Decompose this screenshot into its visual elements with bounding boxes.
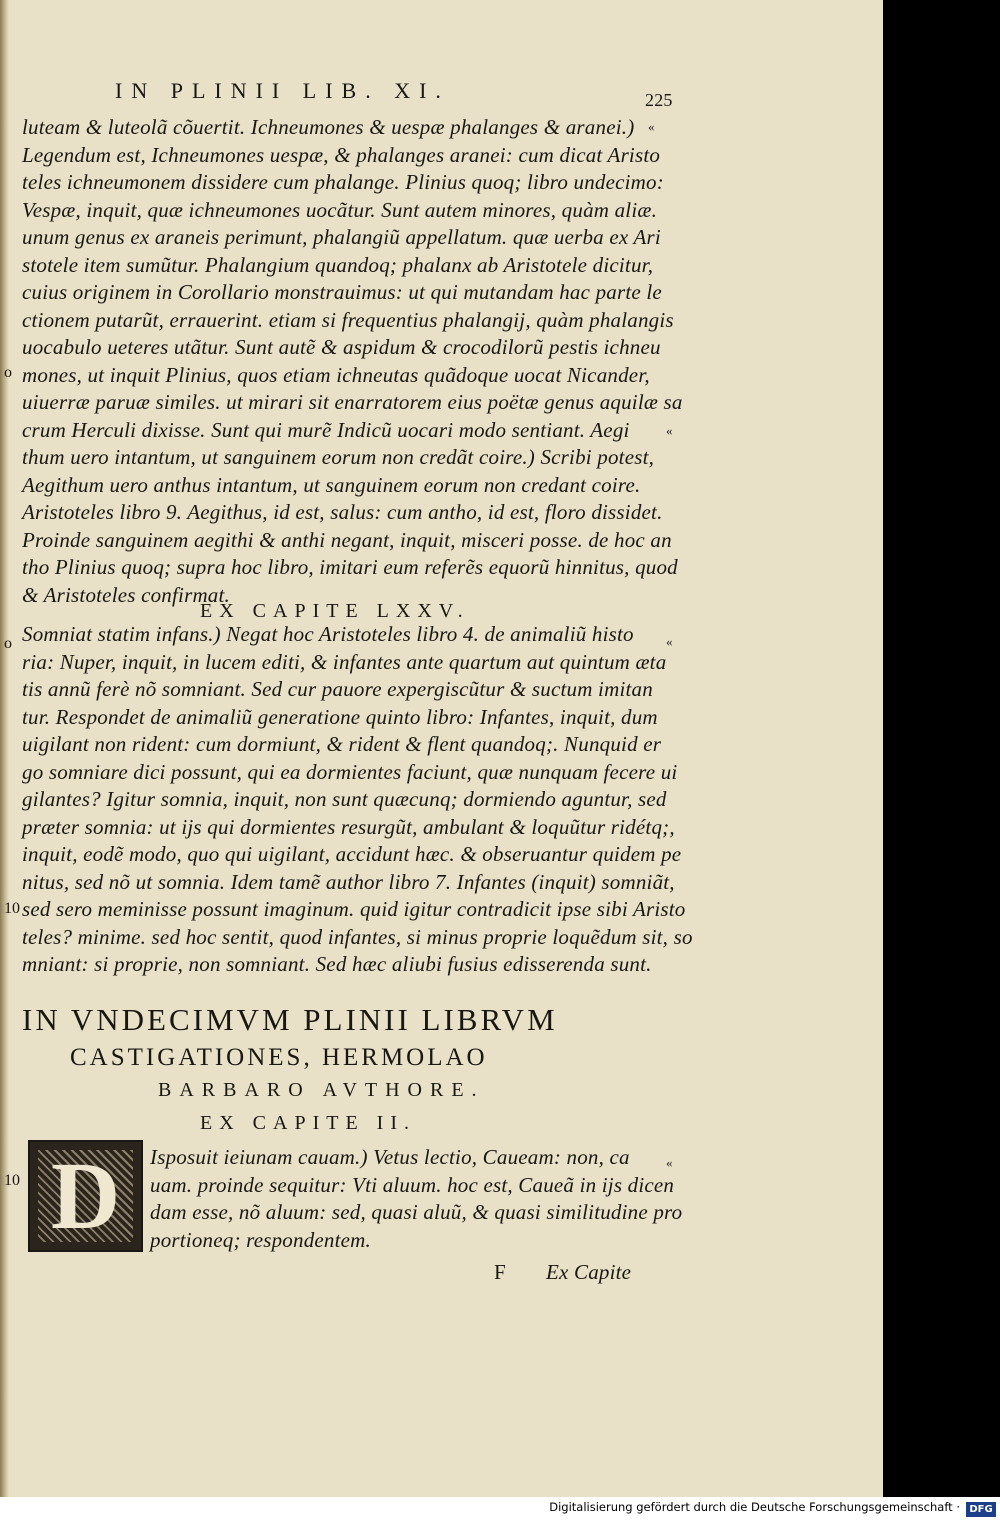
text-line: mones, ut inquit Plinius, quos etiam ichneutas quãdoque uocat Nicander, xyxy=(22,362,650,387)
text-line: gilantes? Igitur somnia, inquit, non sunt quæcunq; dormiendo aguntur, sed xyxy=(22,787,667,811)
funding-credit: Digitalisierung gefördert durch die Deutsche Forschungsgemeinschaft · xyxy=(549,1500,960,1514)
chapter-heading-ii: EX CAPITE II. xyxy=(200,1112,416,1134)
book-title-line-1: IN VNDECIMVM PLINII LIBRVM xyxy=(22,1002,558,1037)
margin-quote-mark: « xyxy=(648,119,655,134)
text-line: stotele item sumũtur. Phalangium quandoq; phalanx ab Aristotele dicitur, xyxy=(22,252,654,277)
text-line: Isposuit ieiunam cauam.) Vetus lectio, Caueam: non, ca xyxy=(150,1145,630,1169)
text-line: uiuerræ paruæ similes. ut mirari sit enarratorem eius poëtæ genus aquilæ sa xyxy=(22,390,683,414)
text-line: Proinde sanguinem aegithi & anthi negant, inquit, misceri posse. de hoc an xyxy=(22,527,672,552)
page-binding-shadow xyxy=(0,0,9,1497)
text-line: go somniare dici possunt, qui ea dormientes faciunt, quæ nunquam fecere ui xyxy=(22,759,678,784)
text-line: Somniat statim infans.) Negat hoc Aristoteles libro 4. de animaliũ histo xyxy=(22,622,634,646)
text-line: nitus, sed nõ ut somnia. Idem tamẽ author libro 7. Infantes (inquit) somniãt, xyxy=(22,869,675,894)
text-line: & Aristoteles confirmat. xyxy=(22,582,230,607)
text-line: tho Plinius quoq; supra hoc libro, imitari eum referẽs equorũ hinnitus, quod xyxy=(22,555,678,579)
book-title-line-2: CASTIGATIONES, HERMOLAO xyxy=(70,1044,488,1071)
text-line: teles? minime. sed hoc sentit, quod infantes, si minus proprie loquẽdum sit, so xyxy=(22,924,693,949)
margin-quote-mark: « xyxy=(666,1155,673,1170)
text-line: teles ichneumonem dissidere cum phalange. Plinius quoq; libro undecimo: xyxy=(22,170,664,194)
text-line: præter somnia: ut ijs qui dormientes resurgũt, ambulant & loquũtur ridétq;, xyxy=(22,814,675,839)
text-line: uigilant non rident: cum dormiunt, & rident & flent quandoq;. Nunquid er xyxy=(22,732,662,756)
margin-number: o xyxy=(4,364,12,381)
text-line: dam esse, nõ aluum: sed, quasi aluũ, & quasi similitudine pro xyxy=(150,1200,683,1224)
text-line: sed sero meminisse possunt imaginum. quid igitur contradicit ipse sibi Aristo xyxy=(22,897,686,921)
text-line: ctionem putarũt, errauerint. etiam si frequentius phalangij, quàm phalangis xyxy=(22,307,674,332)
text-line: mniant: si proprie, non somniant. Sed hæc aliubi fusius edisserenda sunt. xyxy=(22,952,652,976)
text-line: uocabulo ueteres utãtur. Sunt autẽ & aspidum & crocodilorũ pestis ichneu xyxy=(22,335,661,359)
text-line: Aegithum uero anthus intantum, ut sanguinem eorum non credant coire. xyxy=(22,472,641,497)
margin-number: o xyxy=(4,635,12,652)
running-head: IN PLINII LIB. XI. xyxy=(115,78,450,103)
margin-quote-mark: « xyxy=(666,423,673,438)
text-line: Legendum est, Ichneumones uespæ, & phalanges aranei: cum dicat Aristo xyxy=(22,142,661,167)
text-line: ria: Nuper, inquit, in lucem editi, & infantes ante quartum aut quintum æta xyxy=(22,649,667,674)
page-number: 225 xyxy=(645,90,673,110)
decorated-initial xyxy=(28,1140,143,1252)
dfg-logo: DFG xyxy=(966,1502,996,1517)
text-line: Vespæ, inquit, quæ ichneumones uocãtur. Sunt autem minores, quàm aliæ. xyxy=(22,197,658,222)
text-line: cuius originem in Corollario monstrauimus: ut qui mutandam hac parte le xyxy=(22,280,662,304)
text-line: portioneq; respondentem. xyxy=(150,1227,371,1252)
margin-number: 10 xyxy=(4,900,20,917)
initial-letter: D xyxy=(50,1142,121,1249)
book-title-line-3: BARBARO AVTHORE. xyxy=(158,1079,485,1101)
text-line: luteam & luteolã cõuertit. Ichneumones & uespæ phalanges & aranei.) xyxy=(22,115,635,139)
text-line: inquit, eodẽ modo, quo qui uigilant, accidunt hæc. & obseruantur quidem pe xyxy=(22,842,682,866)
catchword: Ex Capite xyxy=(546,1260,632,1284)
text-line: tur. Respondet de animaliũ generatione quinto libro: Infantes, inquit, dum xyxy=(22,704,658,729)
signature-mark: F xyxy=(494,1260,506,1284)
text-line: crum Herculi dixisse. Sunt qui murẽ Indicũ uocari modo sentiant. Aegi xyxy=(22,417,630,442)
text-line: tis annũ ferè nõ somniant. Sed cur pauore expergiscũtur & suctum imitan xyxy=(22,677,653,701)
margin-number: 10 xyxy=(4,1172,20,1189)
chapter-heading-lxxv: EX CAPITE LXXV. xyxy=(200,600,470,622)
margin-quote-mark: « xyxy=(666,634,673,649)
text-line: unum genus ex araneis perimunt, phalangiũ appellatum. quæ uerba ex Ari xyxy=(22,225,661,249)
text-line: Aristoteles libro 9. Aegithus, id est, salus: cum antho, id est, floro dissidet. xyxy=(22,500,663,524)
text-line: thum uero intantum, ut sanguinem eorum non credãt coire.) Scribi potest, xyxy=(22,445,655,469)
text-line: uam. proinde sequitur: Vti aluum. hoc est, Caueã in ijs dicen xyxy=(150,1172,675,1197)
